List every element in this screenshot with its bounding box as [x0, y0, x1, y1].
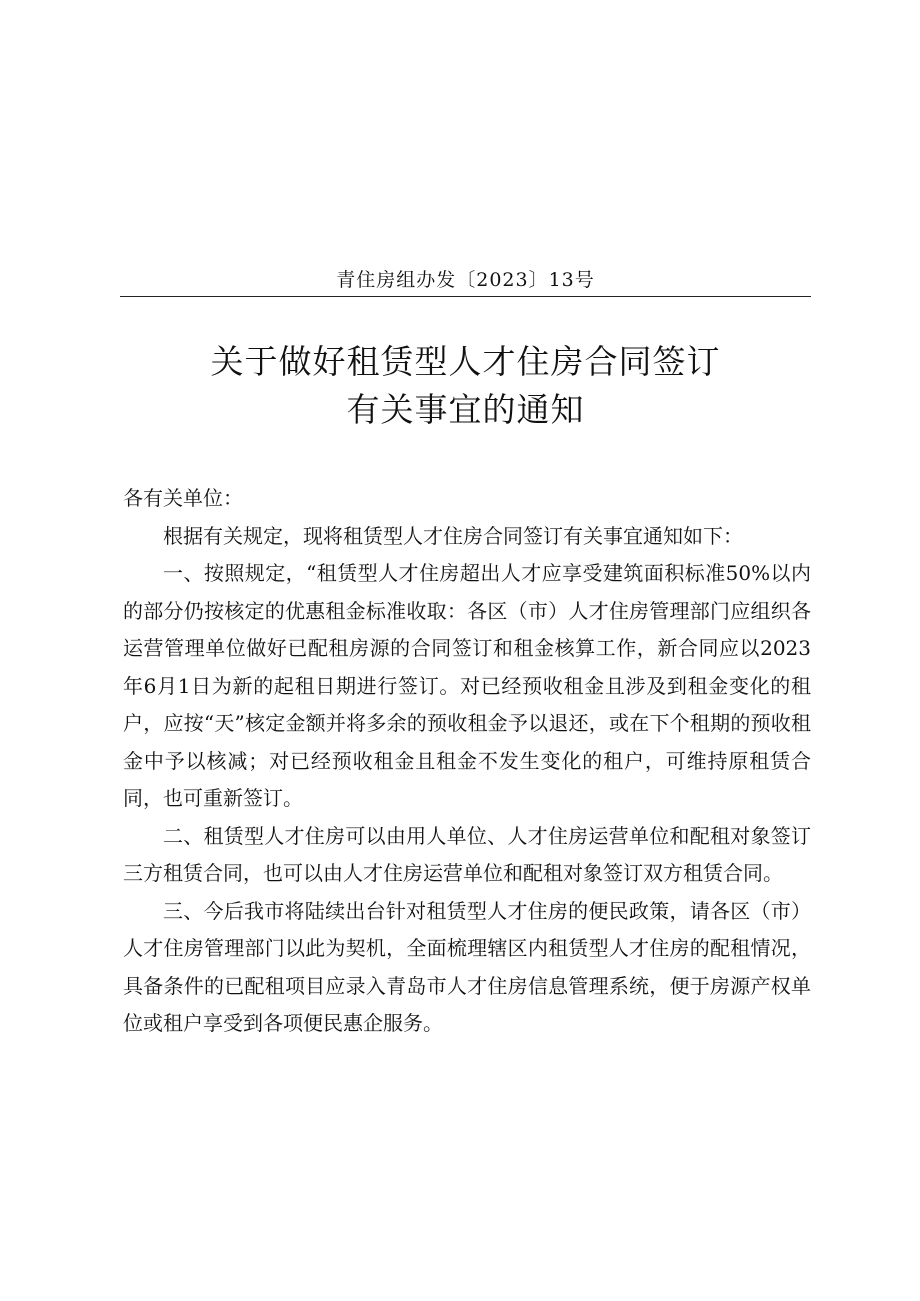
- document-body: [123, 480, 811, 1043]
- title-line-2: 有关事宜的通知: [346, 390, 585, 429]
- title-line-1: 关于做好租赁型人才住房合同签订: [210, 342, 721, 381]
- item-two-paragraph: 二、租赁型人才住房可以由用人单位、人才住房运营单位和配租对象签订三方租赁合同，也可以由人才住房运营单位和配租对象签订双方租赁合同。: [123, 823, 811, 885]
- document-title: [120, 338, 811, 434]
- item-one-paragraph: 一、按照规定，“租赁型人才住房超出人才应享受建筑面积标准50%以内的部分仍按核定的优惠租金标准收取：各区（市）人才住房管理部门应组织各运营管理单位做好已配租房源的合同签订和租金核算工作，新合同应以2023年6月1日为新的起租日期进行签订。对已经预收租金且涉及到租金变化的租户，应按“天”核定金额并将多余的预收租金予以退还，或在下个租期的预收租金中予以核减；对已经预收租金且租金不发生变化的租户，可维持原租赁合同，也可重新签订。: [123, 561, 811, 810]
- header-divider: [120, 296, 811, 297]
- item-three-paragraph: 三、今后我市将陆续出台针对租赁型人才住房的便民政策，请各区（市）人才住房管理部门以此为契机，全面梳理辖区内租赁型人才住房的配租情况，具备条件的已配租项目应录入青岛市人才住房信息管理系统，便于房源产权单位或租户享受到各项便民惠企服务。: [123, 898, 811, 1035]
- salutation: 各有关单位：: [123, 486, 243, 510]
- intro-paragraph: 根据有关规定，现将租赁型人才住房合同签订有关事宜通知如下：: [163, 523, 743, 548]
- document-number: 青住房组办发〔2023〕13号: [336, 269, 595, 291]
